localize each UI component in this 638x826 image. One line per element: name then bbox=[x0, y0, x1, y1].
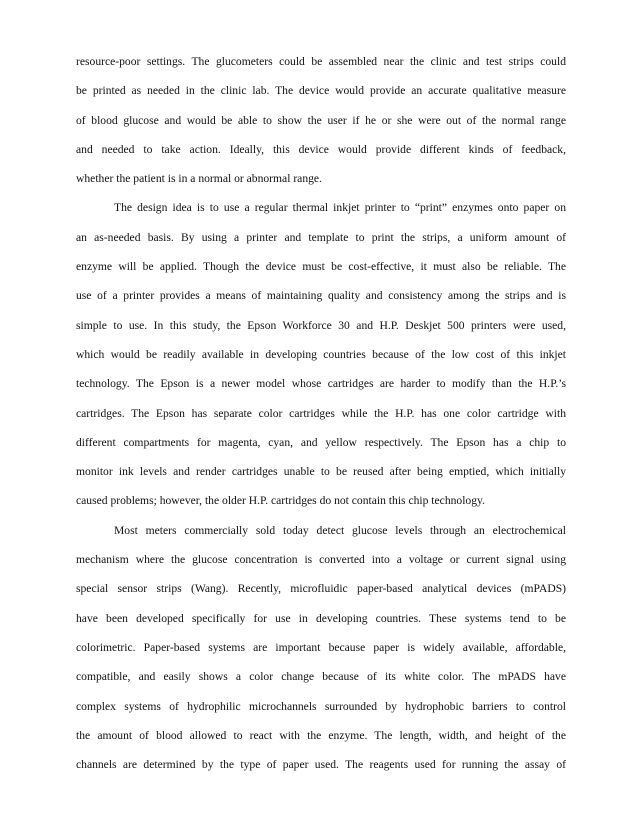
text-line: The design idea is to use a regular thermal inkjet printer to “print” enzymes onto paper on bbox=[114, 201, 566, 215]
text-line: complex systems of hydrophilic microchannels surrounded by hydrophobic barriers to control bbox=[76, 699, 566, 713]
text-line: compatible, and easily shows a color change because of its white color. The mPADS have bbox=[76, 670, 566, 684]
paragraph-1 bbox=[76, 47, 566, 193]
text-line: simple to use. In this study, the Epson Workforce 30 and H.P. Deskjet 500 printers were used, bbox=[76, 318, 566, 332]
text-line: special sensor strips (Wang). Recently, microfluidic paper-based analytical devices (mPADS) bbox=[76, 582, 566, 596]
text-line: cartridges. The Epson has separate color cartridges while the H.P. has one color cartridge with bbox=[76, 406, 566, 420]
text-line: whether the patient is in a normal or abnormal range. bbox=[76, 172, 322, 186]
paragraph-3 bbox=[76, 516, 566, 780]
text-line: channels are determined by the type of paper used. The reagents used for running the assay of bbox=[76, 758, 566, 772]
text-line: technology. The Epson is a newer model whose cartridges are harder to modify than the H.P.’s bbox=[76, 377, 566, 391]
text-line: of blood glucose and would be able to show the user if he or she were out of the normal range bbox=[76, 113, 566, 127]
text-line: mechanism where the glucose concentration is converted into a voltage or current signal using bbox=[76, 553, 566, 567]
text-line: Most meters commercially sold today detect glucose levels through an electrochemical bbox=[114, 523, 566, 537]
text-line: and needed to take action. Ideally, this device would provide different kinds of feedback, bbox=[76, 142, 566, 156]
text-line: which would be readily available in developing countries because of the low cost of this inkjet bbox=[76, 347, 566, 361]
text-line: use of a printer provides a means of maintaining quality and consistency among the strips and is bbox=[76, 289, 566, 303]
document-body bbox=[76, 47, 566, 779]
text-line: the amount of blood allowed to react with the enzyme. The length, width, and height of the bbox=[76, 728, 566, 742]
text-line: have been developed specifically for use in developing countries. These systems tend to be bbox=[76, 611, 566, 625]
text-line: enzyme will be applied. Though the device must be cost-effective, it must also be reliable. The bbox=[76, 260, 566, 274]
text-line: an as-needed basis. By using a printer and template to print the strips, a uniform amount of bbox=[76, 230, 566, 244]
text-line: colorimetric. Paper-based systems are important because paper is widely available, affordable, bbox=[76, 640, 566, 654]
text-line: be printed as needed in the clinic lab. The device would provide an accurate qualitative measure bbox=[76, 84, 566, 98]
paragraph-2 bbox=[76, 193, 566, 515]
text-line: resource-poor settings. The glucometers could be assembled near the clinic and test strips could bbox=[76, 55, 566, 68]
text-line: different compartments for magenta, cyan, and yellow respectively. The Epson has a chip to bbox=[76, 435, 566, 449]
text-line: monitor ink levels and render cartridges unable to be reused after being emptied, which initially bbox=[76, 465, 566, 479]
text-line: caused problems; however, the older H.P. cartridges do not contain this chip technology. bbox=[76, 494, 485, 508]
